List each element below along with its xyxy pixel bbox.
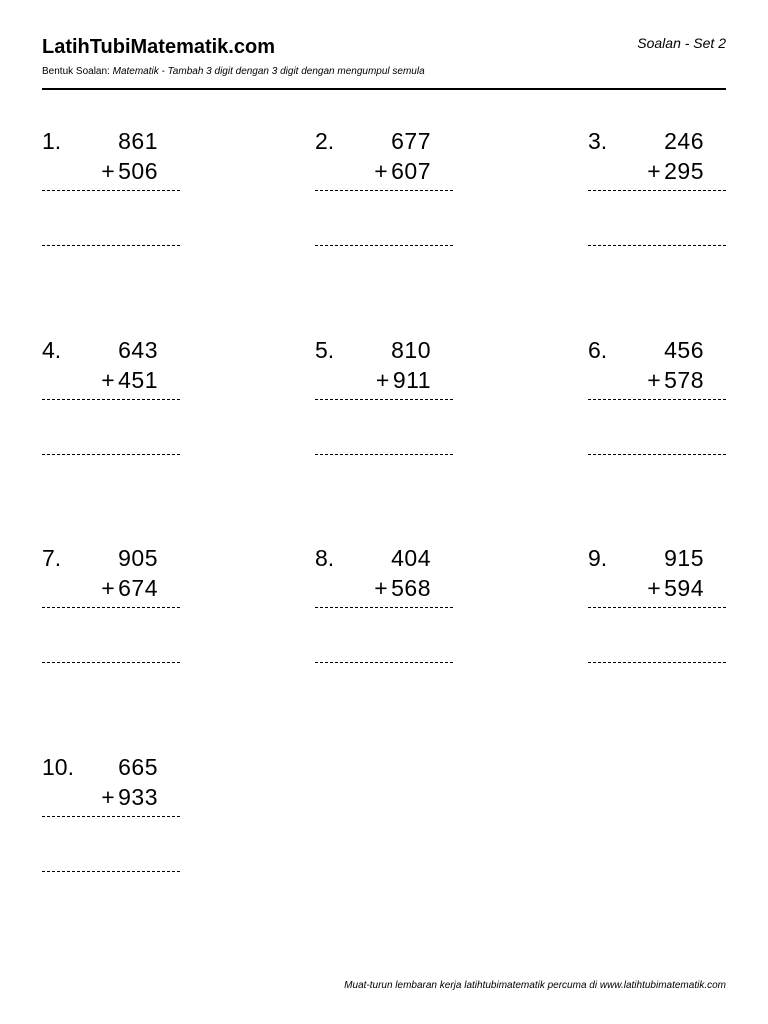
addend-top: 456 [664, 337, 704, 363]
answer-line [42, 399, 180, 400]
answer-line [42, 190, 180, 191]
addend-bottom-line [101, 366, 158, 394]
plus-sign: + [101, 784, 116, 810]
problem-7 [42, 544, 182, 684]
addend-top: 861 [118, 128, 158, 154]
subtitle [42, 66, 425, 77]
addend-bottom: 578 [664, 367, 704, 393]
problem-number: 2. [315, 128, 335, 154]
plus-sign: + [101, 158, 116, 184]
addend-top: 643 [118, 337, 158, 363]
problem-number: 7. [42, 545, 62, 571]
addend-bottom: 568 [391, 575, 431, 601]
addend-bottom: 607 [391, 158, 431, 184]
problem-number: 3. [588, 128, 608, 154]
working-line [588, 454, 726, 455]
addend-top: 404 [391, 545, 431, 571]
problem-number: 9. [588, 545, 608, 571]
problem-10 [42, 753, 182, 893]
problem-6 [588, 336, 728, 476]
working-line [42, 871, 180, 872]
working-line [42, 245, 180, 246]
addend-bottom-line [374, 574, 431, 602]
working-line [42, 454, 180, 455]
problem-4 [42, 336, 182, 476]
addend-bottom-line [101, 783, 158, 811]
problem-number: 5. [315, 337, 335, 363]
addend-top: 665 [118, 754, 158, 780]
addend-bottom-line [647, 157, 704, 185]
addend-bottom: 674 [118, 575, 158, 601]
answer-line [42, 607, 180, 608]
plus-sign: + [647, 367, 662, 393]
subtitle-topic: Matematik - Tambah 3 digit dengan 3 digit dengan mengumpul semula [112, 66, 425, 77]
working-line [315, 454, 453, 455]
addend-bottom: 451 [118, 367, 158, 393]
header-rule [42, 88, 726, 90]
plus-sign: + [374, 158, 389, 184]
working-line [588, 662, 726, 663]
addend-bottom: 506 [118, 158, 158, 184]
problem-3 [588, 127, 728, 267]
problem-9 [588, 544, 728, 684]
working-line [315, 662, 453, 663]
working-line [588, 245, 726, 246]
answer-line [588, 607, 726, 608]
problem-5 [315, 336, 455, 476]
problem-number: 1. [42, 128, 62, 154]
addend-bottom-line [376, 366, 431, 394]
addend-bottom-line [374, 157, 431, 185]
plus-sign: + [101, 575, 116, 601]
subtitle-prefix: Bentuk Soalan: [42, 66, 113, 77]
plus-sign: + [101, 367, 116, 393]
working-line [42, 662, 180, 663]
answer-line [588, 190, 726, 191]
answer-line [315, 190, 453, 191]
addend-bottom: 933 [118, 784, 158, 810]
set-label: Soalan - Set 2 [637, 35, 726, 51]
addend-top: 810 [391, 337, 431, 363]
addend-top: 905 [118, 545, 158, 571]
plus-sign: + [647, 158, 662, 184]
problem-number: 8. [315, 545, 335, 571]
problem-number: 6. [588, 337, 608, 363]
footer-note: Muat-turun lembaran kerja latihtubimatematik percuma di www.latihtubimatematik.com [344, 980, 726, 991]
problem-8 [315, 544, 455, 684]
addend-bottom-line [101, 574, 158, 602]
addend-top: 677 [391, 128, 431, 154]
plus-sign: + [647, 575, 662, 601]
answer-line [42, 816, 180, 817]
problem-number: 10. [42, 754, 74, 780]
addend-bottom: 594 [664, 575, 704, 601]
plus-sign: + [374, 575, 389, 601]
site-title: LatihTubiMatematik.com [42, 36, 275, 58]
working-line [315, 245, 453, 246]
addend-bottom-line [647, 574, 704, 602]
plus-sign: + [375, 367, 390, 393]
answer-line [315, 399, 453, 400]
addend-top: 915 [664, 545, 704, 571]
problem-1 [42, 127, 182, 267]
answer-line [588, 399, 726, 400]
problem-number: 4. [42, 337, 62, 363]
addend-bottom: 295 [664, 158, 704, 184]
addend-bottom-line [101, 157, 158, 185]
answer-line [315, 607, 453, 608]
addend-bottom-line [647, 366, 704, 394]
addend-top: 246 [664, 128, 704, 154]
problem-2 [315, 127, 455, 267]
addend-bottom: 911 [392, 367, 431, 393]
